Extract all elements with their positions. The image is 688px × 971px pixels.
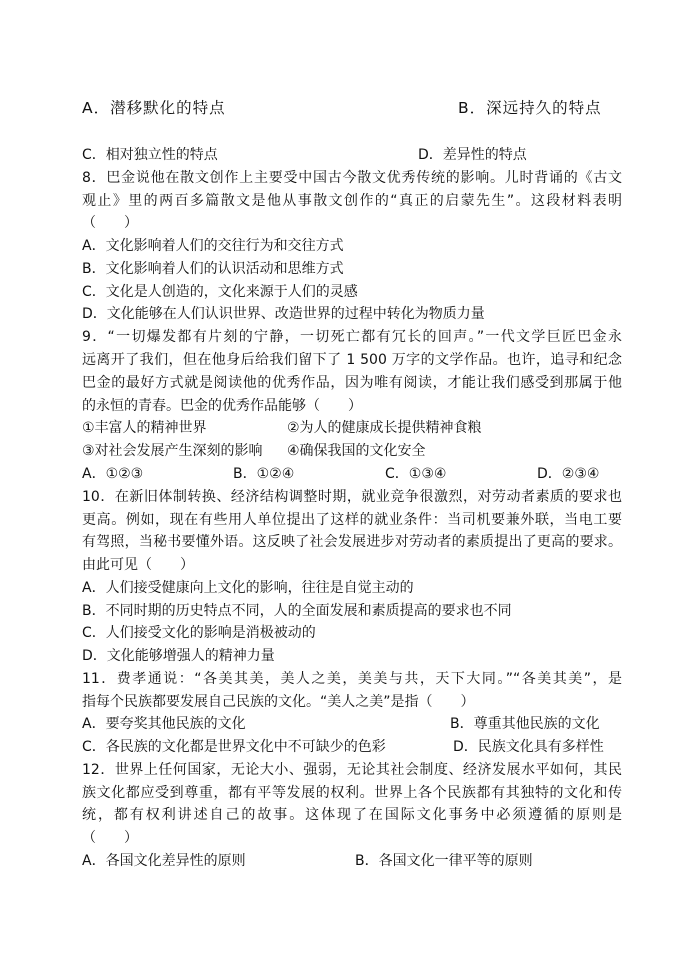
q8-option-c: C．文化是人创造的，文化来源于人们的灵感 [82,284,358,300]
q7-option-d: D．差异性的特点 [418,147,527,163]
q10-option-a: A．人们接受健康向上文化的影响，往往是自觉主动的 [82,580,414,596]
q10-stem-line-2: 更高。例如，现在有些用人单位提出了这样的就业条件：当司机要兼外联，当电工要 [82,512,622,528]
q11-option-a: A．要夸奖其他民族的文化 [82,716,246,732]
q12-stem-line-1: 12．世界上任何国家，无论大小、强弱，无论其社会制度、经济发展水平如何，其民 [82,762,622,778]
q11-option-c: C．各民族的文化都是世界文化中不可缺少的色彩 [82,739,386,755]
q8-option-b: B．文化影响着人们的认识活动和思维方式 [82,261,344,277]
q8-stem-line-2: 观止》里的两百多篇散文是他从事散文创作的“真正的启蒙先生”。这段材料表明 [82,193,622,209]
q9-stem-line-3: 巴金的最好方式就是阅读他的优秀作品，因为唯有阅读，才能让我们感受到那属于他 [82,375,622,391]
q11-stem-line-1: 11．费孝通说：“各美其美，美人之美，美美与共，天下大同。”“各美其美”，是 [82,671,622,687]
q10-option-d: D．文化能够增强人的精神力量 [82,648,275,664]
q9-option-d: D．②③④ [537,466,600,482]
q12-stem-line-4: （ ） [82,830,138,846]
q7-option-c: C．相对独立性的特点 [82,147,218,163]
q10-option-b: B．不同时期的历史特点不同，人的全面发展和素质提高的要求也不同 [82,603,512,619]
q12-option-b: B．各国文化一律平等的原则 [355,853,533,869]
q9-item-4: ④确保我国的文化安全 [287,443,426,459]
q9-stem-line-1: 9．“一切爆发都有片刻的宁静，一切死亡都有冗长的回声。”一代文学巨匠巴金永 [82,329,622,345]
q8-stem-line-3: （ ） [82,215,138,231]
q10-stem-line-3: 有驾照，当秘书要懂外语。这反映了社会发展进步对劳动者的素质提出了更高的要求。 [82,534,622,550]
q9-item-2: ②为人的健康成长提供精神食粮 [287,420,482,436]
q11-option-b: B．尊重其他民族的文化 [450,716,600,732]
q11-option-d: D．民族文化具有多样性 [453,739,604,755]
q9-option-c: C．①③④ [385,466,447,482]
q7-option-b: B．深远持久的特点 [458,99,602,117]
q10-stem-line-1: 10．在新旧体制转换、经济结构调整时期，就业竞争很激烈，对劳动者素质的要求也 [82,489,622,505]
q8-option-d: D．文化能够在人们认识世界、改造世界的过程中转化为物质力量 [82,306,485,322]
q9-item-1: ①丰富人的精神世界 [82,420,207,436]
q12-stem-line-2: 族文化都应受到尊重，都有平等发展的权利。世界上各个民族都有其独特的文化和传 [82,785,622,801]
q9-stem-line-2: 远离开了我们，但在他身后给我们留下了 1 500 万字的文学作品。也许，追寻和纪念 [82,352,622,368]
q9-stem-line-4: 的永恒的青春。巴金的优秀作品能够（ ） [82,398,362,414]
q9-option-a: A．①②③ [82,466,144,482]
q8-option-a: A．文化影响着人们的交往行为和交往方式 [82,238,344,254]
q7-option-a: A．潜移默化的特点 [82,99,226,117]
q12-option-a: A．各国文化差异性的原则 [82,853,246,869]
q8-stem-line-1: 8．巴金说他在散文创作上主要受中国古今散文优秀传统的影响。儿时背诵的《古文 [82,170,622,186]
q10-option-c: C．人们接受文化的影响是消极被动的 [82,625,316,641]
q9-option-b: B．①②④ [233,466,295,482]
q10-stem-line-4: 由此可见（ ） [82,557,194,573]
q12-stem-line-3: 统，都有权利讲述自己的故事。这体现了在国际文化事务中必须遵循的原则是 [82,807,622,823]
q9-item-3: ③对社会发展产生深刻的影响 [82,443,263,459]
q11-stem-line-2: 指每个民族都要发展自己民族的文化。“美人之美”是指（ ） [82,694,475,710]
